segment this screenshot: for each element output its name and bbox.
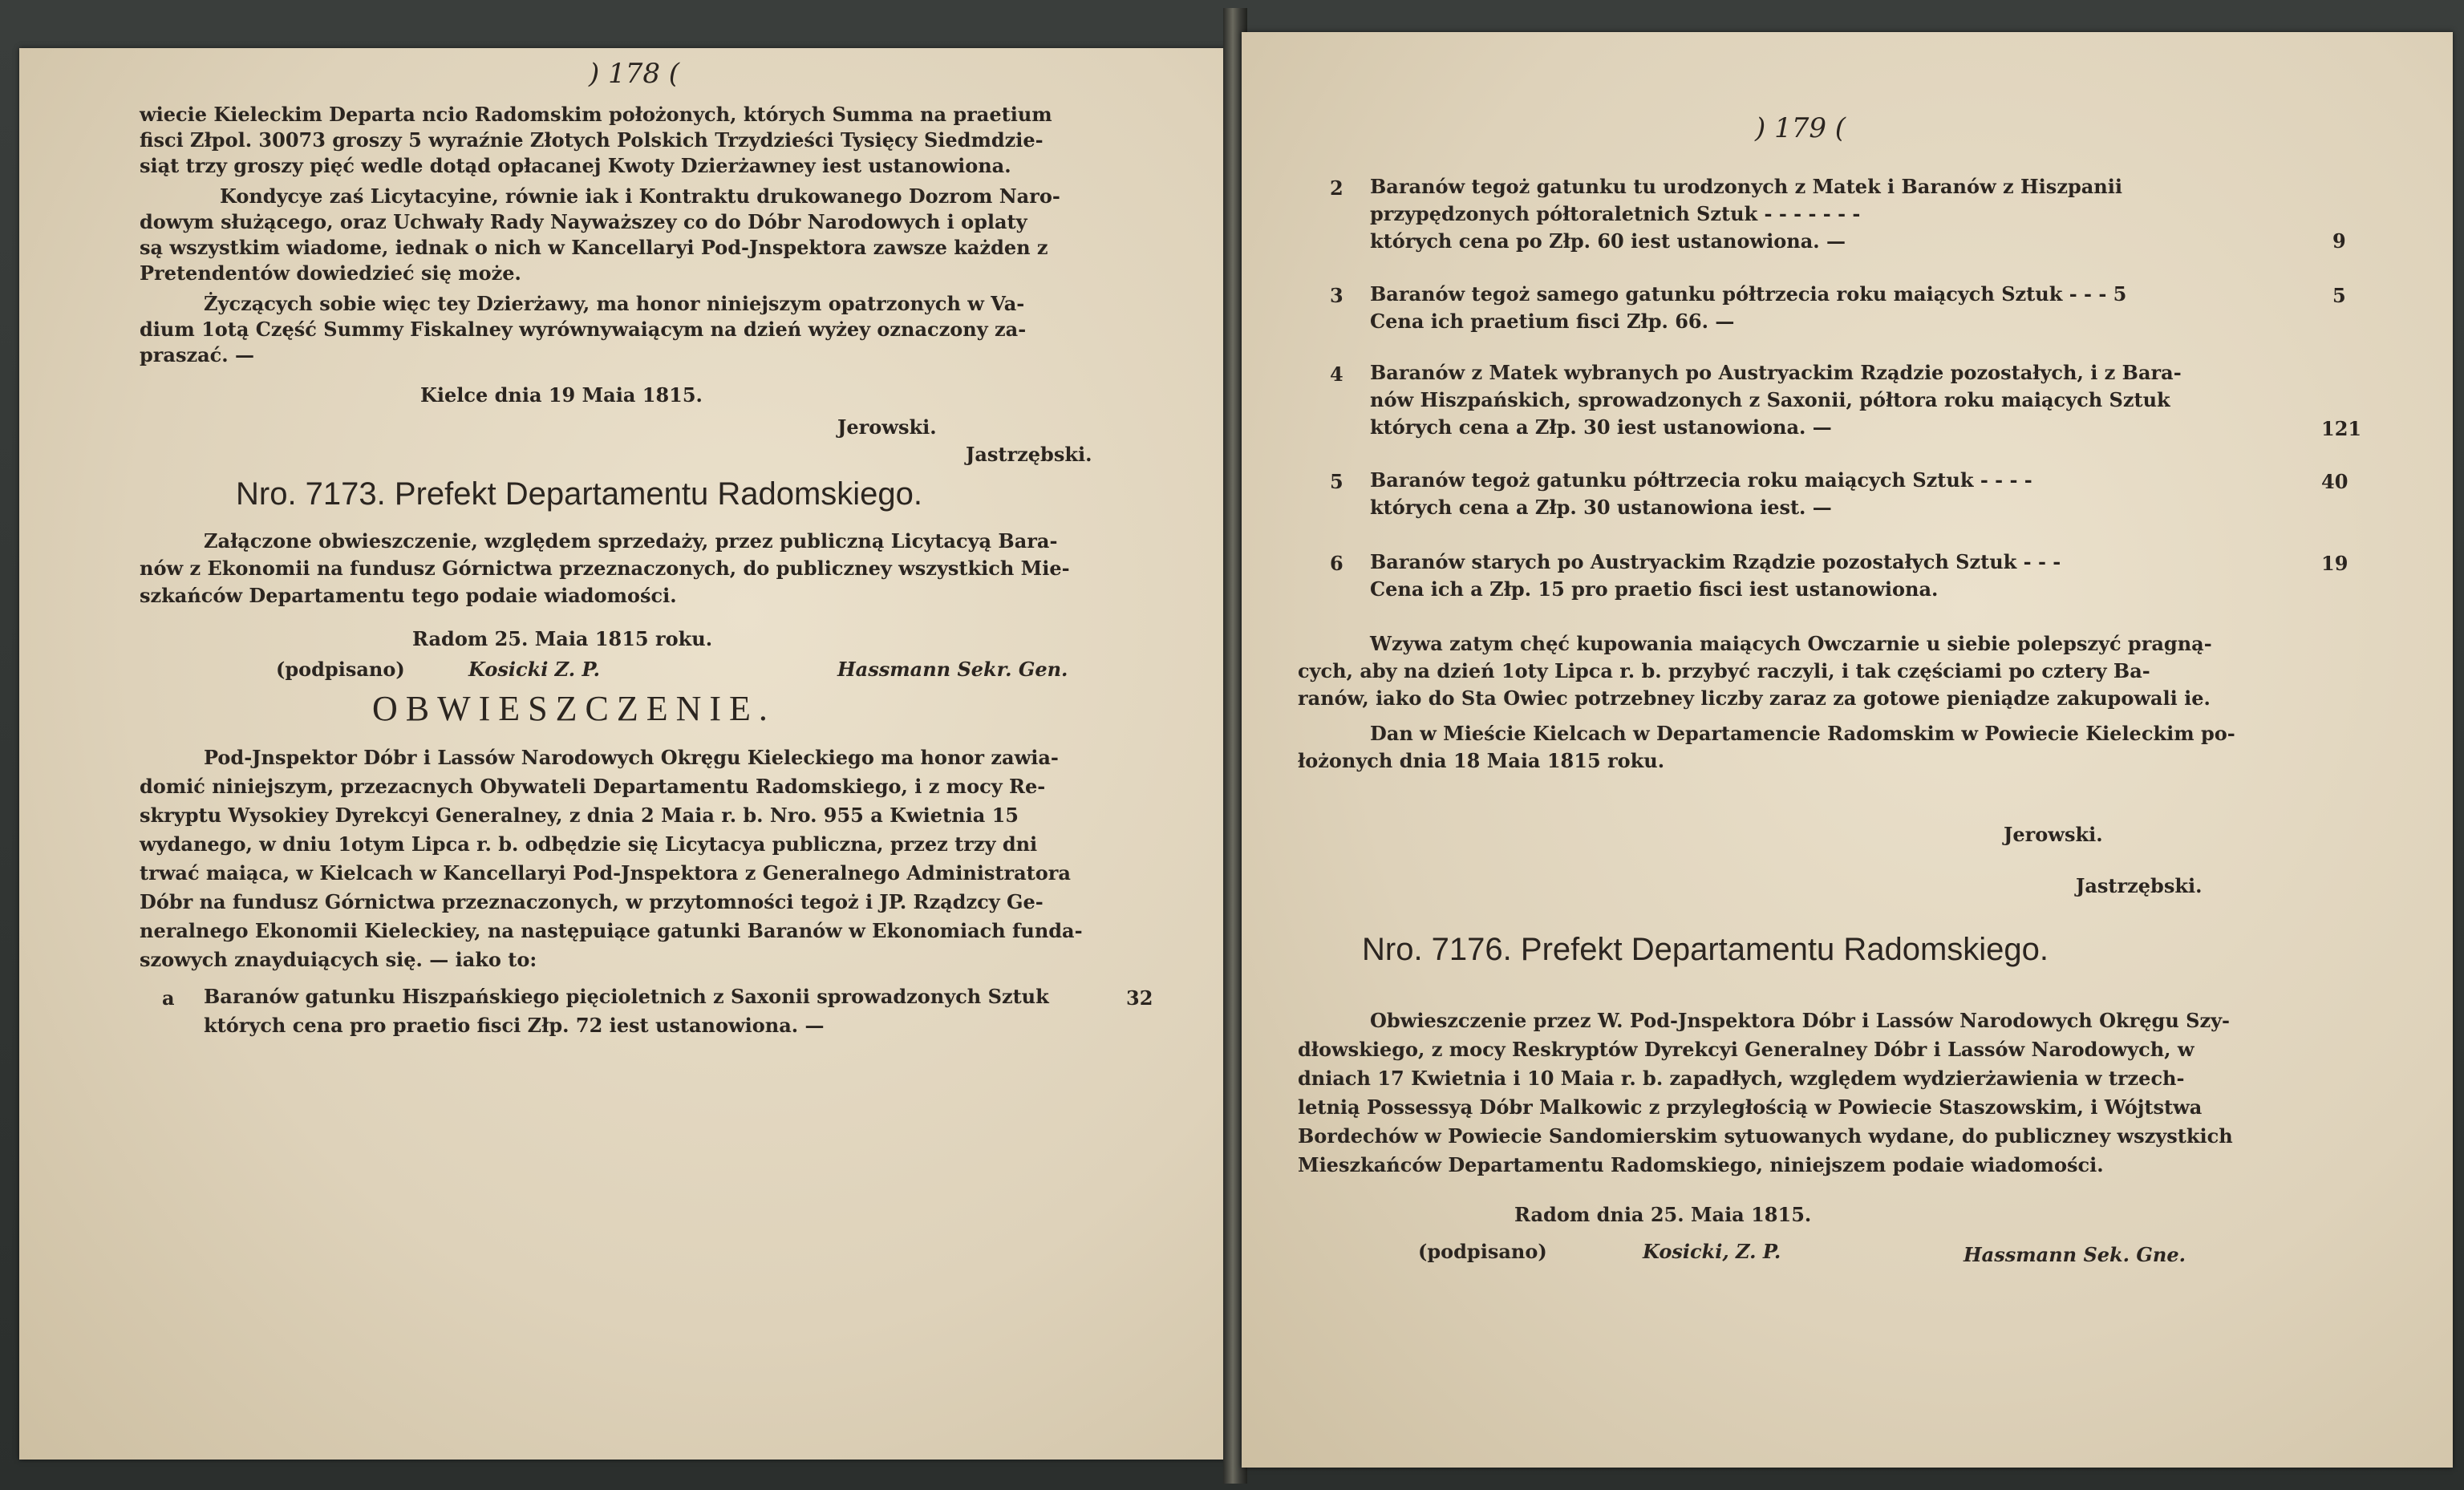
signature: Jerowski. xyxy=(837,415,937,439)
item-letter: a xyxy=(162,986,175,1010)
item-text: których cena pro praetio fisci Złp. 72 iest ustanowiona. — xyxy=(204,1014,825,1037)
text-line: trwać maiąca, w Kielcach w Kancellaryi Pod-Jnspektora z Generalnego Administratora xyxy=(140,861,1071,885)
text-line: szowych znayduiących się. — iako to: xyxy=(140,948,537,971)
text-line: dniach 17 Kwietnia i 10 Maia r. b. zapadłych, względem wydzierżawienia w trzech- xyxy=(1298,1067,2185,1090)
signed-label: (podpisano) xyxy=(1418,1240,1547,1263)
text-line: letnią Possessyą Dóbr Malkowic z przyległością w Powiecie Staszowskim, i Wójtstwa xyxy=(1298,1095,2203,1119)
item-line: których cena a Złp. 30 ustanowiona iest. — xyxy=(1370,496,1832,519)
place-date: Kielce dnia 19 Maia 1815. xyxy=(420,383,703,407)
left-page xyxy=(19,48,1230,1460)
item-count: 5 xyxy=(2332,284,2346,307)
text-line: domić niniejszym, przezacnych Obywateli Departamentu Radomskiego, i z mocy Re- xyxy=(140,775,1046,798)
item-line: Baranów tegoż gatunku półtrzecia roku maiących Sztuk - - - - xyxy=(1370,468,2032,492)
item-number: 2 xyxy=(1330,176,1343,200)
signed-name: Kosicki, Z. P. xyxy=(1643,1240,1781,1263)
text-line: Pod-Jnspektor Dóbr i Lassów Narodowych Okręgu Kieleckiego ma honor zawia- xyxy=(204,746,1059,769)
signed-name: Hassmann Sek. Gne. xyxy=(1964,1243,2186,1266)
item-count: 9 xyxy=(2332,229,2346,253)
item-count: 19 xyxy=(2321,552,2348,575)
text-line: nów z Ekonomii na fundusz Górnictwa przeznaczonych, do publiczney wszystkich Mie- xyxy=(140,557,1070,580)
signed-name: Hassmann Sekr. Gen. xyxy=(837,658,1068,681)
notice-title: OBWIESZCZENIE. xyxy=(372,689,776,728)
item-count: 121 xyxy=(2321,417,2362,440)
item-line: przypędzonych półtoraletnich Sztuk - - - - - - - xyxy=(1370,202,1861,225)
text-line: dłowskiego, z mocy Reskryptów Dyrekcyi Generalney Dóbr i Lassów Narodowych, w xyxy=(1298,1038,2194,1061)
section-heading: Nro. 7173. Prefekt Departamentu Radomskiego. xyxy=(236,476,922,512)
section-heading: Nro. 7176. Prefekt Departamentu Radomskiego. xyxy=(1362,932,2049,967)
page-number: ) 178 ( xyxy=(589,58,680,90)
text-line: Obwieszczenie przez W. Pod-Jnspektora Dóbr i Lassów Narodowych Okręgu Szy- xyxy=(1370,1009,2231,1032)
text-line: praszać. — xyxy=(140,343,254,366)
text-line: Życzących sobie więc tey Dzierżawy, ma honor niniejszym opatrzonych w Va- xyxy=(204,292,1025,315)
text-line: łożonych dnia 18 Maia 1815 roku. xyxy=(1298,749,1665,772)
text-line: Pretendentów dowiedzieć się może. xyxy=(140,261,521,285)
signature: Jastrzębski. xyxy=(2076,874,2203,897)
signature: Jerowski. xyxy=(2004,823,2103,846)
text-line: cych, aby na dzień 1oty Lipca r. b. przybyć raczyli, i tak częściami po cztery Ba- xyxy=(1298,659,2150,682)
item-line: Baranów starych po Austryackim Rządzie pozostałych Sztuk - - - xyxy=(1370,550,2061,573)
item-line: Baranów z Matek wybranych po Austryackim Rządzie pozostałych, i z Bara- xyxy=(1370,361,2182,384)
item-number: 4 xyxy=(1330,362,1343,386)
text-line: ranów, iako do Sta Owiec potrzebney liczby zaraz za gotowe pieniądze zakupowali ie. xyxy=(1298,686,2211,710)
text-line: Mieszkańców Departamentu Radomskiego, niniejszem podaie wiadomości. xyxy=(1298,1153,2104,1176)
item-line: których cena a Złp. 30 iest ustanowiona. — xyxy=(1370,415,1832,439)
text-line: Wzywa zatym chęć kupowania maiących Owczarnie u siebie polepszyć pragną- xyxy=(1370,632,2212,655)
text-line: szkańców Departamentu tego podaie wiadomości. xyxy=(140,584,677,607)
page-number: ) 179 ( xyxy=(1755,112,1846,144)
text-line: dium 1otą Część Summy Fiskalney wyrównywaiącym na dzień wyżey oznaczony za- xyxy=(140,318,1027,341)
text-line: siąt trzy groszy pięć wedle dotąd opłacanej Kwoty Dzierżawney iest ustanowiona. xyxy=(140,154,1011,177)
date: Radom dnia 25. Maia 1815. xyxy=(1514,1203,1812,1226)
item-number: 5 xyxy=(1330,470,1343,493)
text-line: dowym służącego, oraz Uchwały Rady Nayważszey co do Dóbr Narodowych i oplaty xyxy=(140,210,1027,233)
item-text: Baranów gatunku Hiszpańskiego pięcioletnich z Saxonii sprowadzonych Sztuk xyxy=(204,985,1049,1008)
text-line: skryptu Wysokiey Dyrekcyi Generalney, z dnia 2 Maia r. b. Nro. 955 a Kwietnia 15 xyxy=(140,804,1019,827)
item-line: Baranów tegoż gatunku tu urodzonych z Matek i Baranów z Hiszpanii xyxy=(1370,175,2122,198)
item-line: nów Hiszpańskich, sprowadzonych z Saxonii, półtora roku maiących Sztuk xyxy=(1370,388,2170,411)
item-count: 32 xyxy=(1126,986,1153,1010)
date: Radom 25. Maia 1815 roku. xyxy=(412,627,713,650)
signature: Jastrzębski. xyxy=(966,443,1092,466)
item-line: Baranów tegoż samego gatunku półtrzecia roku maiących Sztuk - - - 5 xyxy=(1370,282,2127,306)
text-line: Załączone obwieszczenie, względem sprzedaży, przez publiczną Licytacyą Bara- xyxy=(204,529,1058,553)
text-line: są wszystkim wiadome, iednak o nich w Kancellaryi Pod-Jnspektora zawsze każden z xyxy=(140,236,1048,259)
right-page xyxy=(1242,32,2453,1468)
text-line: Dan w Mieście Kielcach w Departamencie Radomskim w Powiecie Kieleckim po- xyxy=(1370,722,2235,745)
item-count: 40 xyxy=(2321,470,2348,493)
signed-label: (podpisano) xyxy=(276,658,405,681)
item-line: których cena po Złp. 60 iest ustanowiona. — xyxy=(1370,229,1846,253)
text-line: neralnego Ekonomii Kieleckiey, na następuiące gatunki Baranów w Ekonomiach funda- xyxy=(140,919,1083,942)
item-number: 6 xyxy=(1330,552,1343,575)
text-line: Kondycye zaś Licytacyine, równie iak i Kontraktu drukowanego Dozrom Naro- xyxy=(220,184,1060,208)
item-line: Cena ich praetium fisci Złp. 66. — xyxy=(1370,310,1735,333)
text-line: Bordechów w Powiecie Sandomierskim sytuowanych wydane, do publiczney wszystkich xyxy=(1298,1124,2233,1148)
signed-name: Kosicki Z. P. xyxy=(468,658,600,681)
item-line: Cena ich a Złp. 15 pro praetio fisci iest ustanowiona. xyxy=(1370,577,1939,601)
text-line: wydanego, w dniu 1otym Lipca r. b. odbędzie się Licytacya publiczna, przez trzy dni xyxy=(140,832,1038,856)
text-line: Dóbr na fundusz Górnictwa przeznaczonych, w przytomności tegoż i JP. Rządzcy Ge- xyxy=(140,890,1044,913)
text-line: wiecie Kieleckim Departa ncio Radomskim położonych, których Summa na praetium xyxy=(140,103,1052,126)
text-line: fisci Złpol. 30073 groszy 5 wyraźnie Złotych Polskich Trzydzieści Tysięcy Siedmdzie- xyxy=(140,128,1044,152)
item-number: 3 xyxy=(1330,284,1343,307)
